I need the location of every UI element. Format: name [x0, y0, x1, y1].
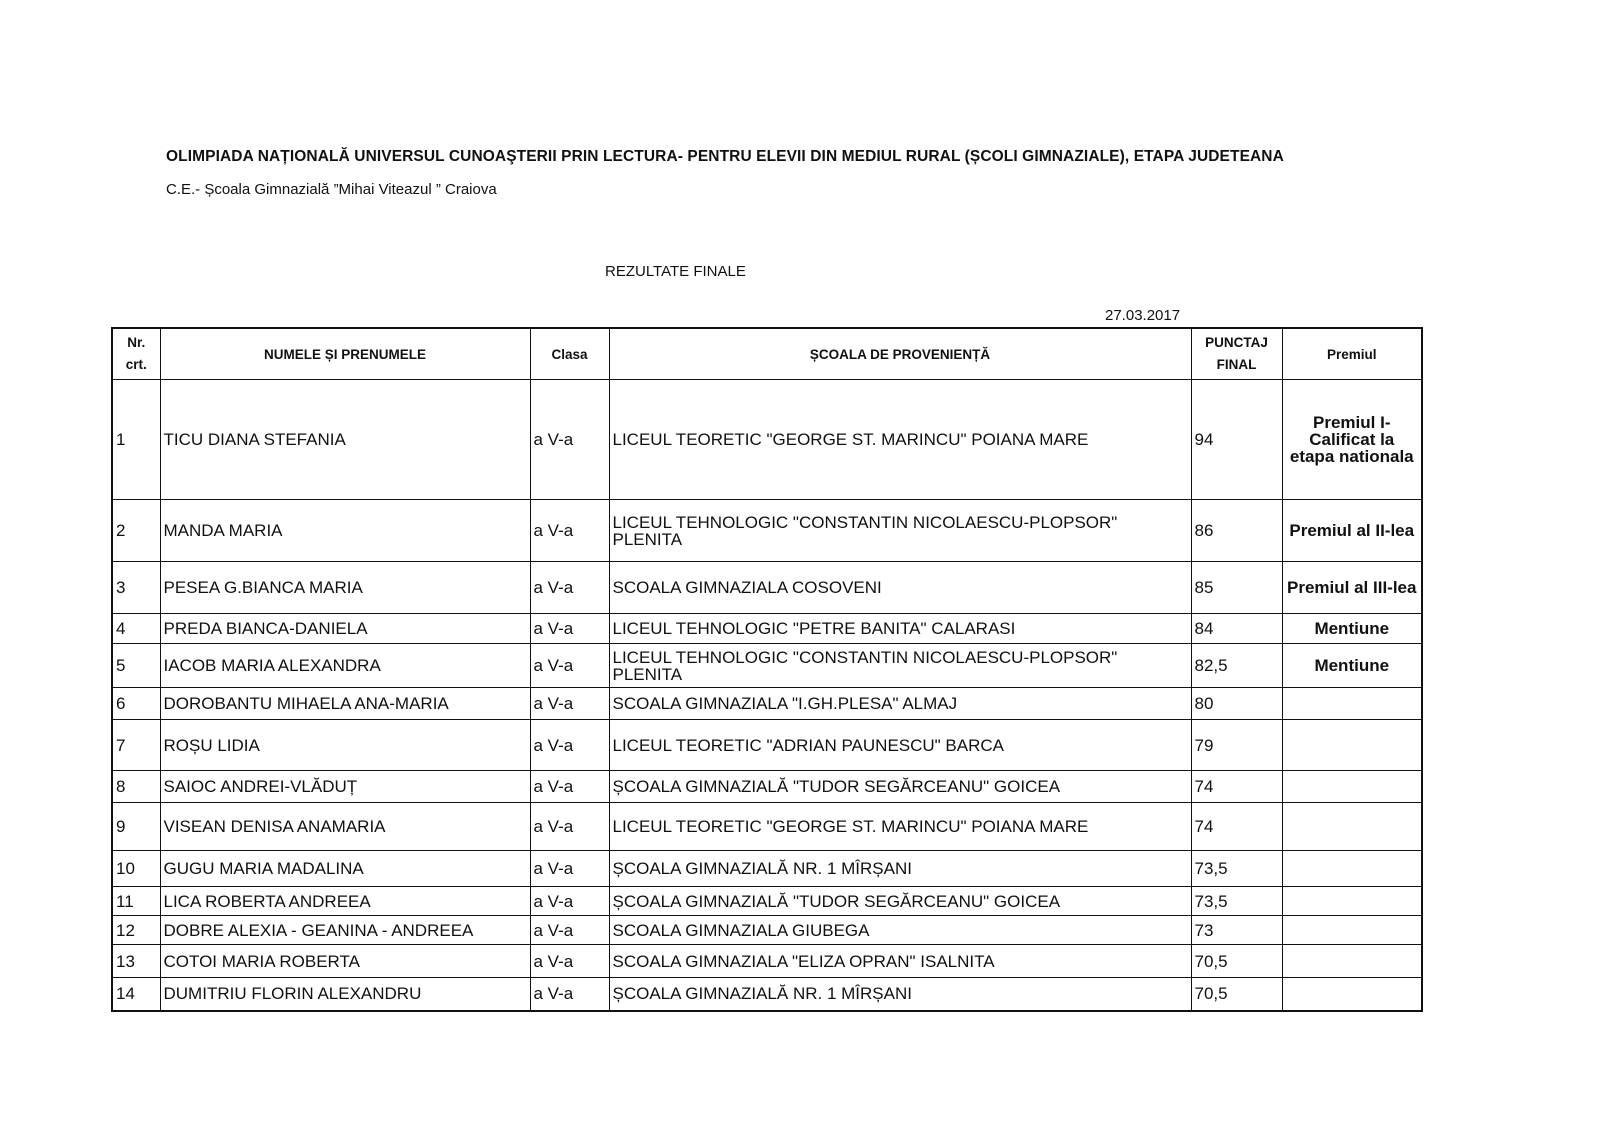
cell-nr: 6	[112, 688, 160, 720]
cell-punctaj: 74	[1191, 803, 1282, 851]
cell-nume: PREDA BIANCA-DANIELA	[160, 614, 530, 644]
cell-premiul	[1282, 945, 1422, 978]
cell-nume: DOROBANTU MIHAELA ANA-MARIA	[160, 688, 530, 720]
results-table	[111, 327, 1423, 1012]
cell-premiul: Mentiune	[1282, 644, 1422, 688]
cell-scoala: ȘCOALA GIMNAZIALĂ "TUDOR SEGĂRCEANU" GOICEA	[609, 771, 1191, 803]
cell-clasa: a V-a	[530, 978, 609, 1011]
cell-premiul	[1282, 803, 1422, 851]
cell-premiul: Premiul I-Calificat la etapa nationala	[1282, 380, 1422, 500]
cell-nume: ROȘU LIDIA	[160, 720, 530, 771]
cell-punctaj: 70,5	[1191, 978, 1282, 1011]
cell-nr: 2	[112, 500, 160, 562]
cell-scoala: LICEUL TEHNOLOGIC "CONSTANTIN NICOLAESCU-PLOPSOR" PLENITA	[609, 644, 1191, 688]
cell-clasa: a V-a	[530, 380, 609, 500]
cell-clasa: a V-a	[530, 803, 609, 851]
cell-scoala: ȘCOALA GIMNAZIALĂ "TUDOR SEGĂRCEANU" GOICEA	[609, 887, 1191, 916]
cell-premiul: Premiul al III-lea	[1282, 562, 1422, 614]
table-row	[112, 562, 1422, 614]
cell-scoala: LICEUL TEORETIC "GEORGE ST. MARINCU" POIANA MARE	[609, 803, 1191, 851]
cell-premiul: Mentiune	[1282, 614, 1422, 644]
cell-nume: PESEA G.BIANCA MARIA	[160, 562, 530, 614]
table-row	[112, 887, 1422, 916]
table-row	[112, 380, 1422, 500]
results-title: REZULTATE FINALE	[605, 263, 746, 280]
cell-premiul	[1282, 978, 1422, 1011]
column-header-premiul: Premiul	[1282, 328, 1422, 380]
cell-clasa: a V-a	[530, 851, 609, 887]
cell-nume: DUMITRIU FLORIN ALEXANDRU	[160, 978, 530, 1011]
cell-punctaj: 94	[1191, 380, 1282, 500]
cell-nr: 7	[112, 720, 160, 771]
cell-punctaj: 73	[1191, 916, 1282, 945]
cell-premiul	[1282, 916, 1422, 945]
cell-scoala: LICEUL TEORETIC "GEORGE ST. MARINCU" POIANA MARE	[609, 380, 1191, 500]
cell-nume: SAIOC ANDREI-VLĂDUȚ	[160, 771, 530, 803]
cell-scoala: ȘCOALA GIMNAZIALĂ NR. 1 MÎRȘANI	[609, 978, 1191, 1011]
cell-nume: GUGU MARIA MADALINA	[160, 851, 530, 887]
cell-nr: 9	[112, 803, 160, 851]
cell-nr: 3	[112, 562, 160, 614]
table-row	[112, 851, 1422, 887]
cell-premiul: Premiul al II-lea	[1282, 500, 1422, 562]
table-row	[112, 916, 1422, 945]
column-header-nume: NUMELE ȘI PRENUMELE	[160, 328, 530, 380]
cell-nr: 4	[112, 614, 160, 644]
cell-punctaj: 86	[1191, 500, 1282, 562]
table-row	[112, 978, 1422, 1011]
cell-punctaj: 82,5	[1191, 644, 1282, 688]
table-row	[112, 771, 1422, 803]
table-row	[112, 644, 1422, 688]
cell-scoala: LICEUL TEHNOLOGIC "CONSTANTIN NICOLAESCU-PLOPSOR" PLENITA	[609, 500, 1191, 562]
cell-nr: 14	[112, 978, 160, 1011]
cell-scoala: ȘCOALA GIMNAZIALĂ NR. 1 MÎRȘANI	[609, 851, 1191, 887]
cell-clasa: a V-a	[530, 916, 609, 945]
cell-nr: 12	[112, 916, 160, 945]
cell-scoala: SCOALA GIMNAZIALA "I.GH.PLESA" ALMAJ	[609, 688, 1191, 720]
cell-scoala: SCOALA GIMNAZIALA GIUBEGA	[609, 916, 1191, 945]
cell-scoala: LICEUL TEORETIC "ADRIAN PAUNESCU" BARCA	[609, 720, 1191, 771]
column-header-scoala: ȘCOALA DE PROVENIENȚĂ	[609, 328, 1191, 380]
table-row	[112, 720, 1422, 771]
cell-nume: TICU DIANA STEFANIA	[160, 380, 530, 500]
cell-nume: IACOB MARIA ALEXANDRA	[160, 644, 530, 688]
cell-nr: 1	[112, 380, 160, 500]
cell-clasa: a V-a	[530, 945, 609, 978]
cell-punctaj: 80	[1191, 688, 1282, 720]
cell-punctaj: 73,5	[1191, 851, 1282, 887]
document-date: 27.03.2017	[1105, 307, 1181, 324]
cell-nr: 10	[112, 851, 160, 887]
cell-nr: 8	[112, 771, 160, 803]
cell-punctaj: 85	[1191, 562, 1282, 614]
cell-nume: VISEAN DENISA ANAMARIA	[160, 803, 530, 851]
table-row	[112, 803, 1422, 851]
document-title: OLIMPIADA NAȚIONALĂ UNIVERSUL CUNOAŞTERII PRIN LECTURA- PENTRU ELEVII DIN MEDIUL RURAL (ȘCOLI GIMNAZIALE), ETAPA JUDETEANA	[166, 148, 1284, 165]
cell-nr: 11	[112, 887, 160, 916]
cell-nr: 5	[112, 644, 160, 688]
cell-nume: MANDA MARIA	[160, 500, 530, 562]
cell-nume: LICA ROBERTA ANDREEA	[160, 887, 530, 916]
cell-clasa: a V-a	[530, 562, 609, 614]
results-body	[112, 380, 1422, 1011]
cell-premiul	[1282, 688, 1422, 720]
cell-premiul	[1282, 851, 1422, 887]
cell-clasa: a V-a	[530, 614, 609, 644]
column-header-clasa: Clasa	[530, 328, 609, 380]
table-row	[112, 688, 1422, 720]
cell-nume: DOBRE ALEXIA - GEANINA - ANDREEA	[160, 916, 530, 945]
table-row	[112, 500, 1422, 562]
column-header-nr: Nr. crt.	[112, 328, 160, 380]
cell-premiul	[1282, 887, 1422, 916]
cell-scoala: LICEUL TEHNOLOGIC "PETRE BANITA" CALARASI	[609, 614, 1191, 644]
cell-clasa: a V-a	[530, 644, 609, 688]
cell-punctaj: 70,5	[1191, 945, 1282, 978]
cell-premiul	[1282, 771, 1422, 803]
exam-center: C.E.- Școala Gimnazială ”Mihai Viteazul ” Craiova	[166, 181, 497, 198]
cell-clasa: a V-a	[530, 771, 609, 803]
cell-punctaj: 79	[1191, 720, 1282, 771]
column-header-punctaj: PUNCTAJ FINAL	[1191, 328, 1282, 380]
cell-nr: 13	[112, 945, 160, 978]
cell-scoala: SCOALA GIMNAZIALA "ELIZA OPRAN" ISALNITA	[609, 945, 1191, 978]
cell-clasa: a V-a	[530, 688, 609, 720]
cell-clasa: a V-a	[530, 500, 609, 562]
cell-punctaj: 73,5	[1191, 887, 1282, 916]
table-row	[112, 945, 1422, 978]
cell-clasa: a V-a	[530, 887, 609, 916]
cell-scoala: SCOALA GIMNAZIALA COSOVENI	[609, 562, 1191, 614]
cell-punctaj: 74	[1191, 771, 1282, 803]
table-row	[112, 614, 1422, 644]
cell-premiul	[1282, 720, 1422, 771]
cell-clasa: a V-a	[530, 720, 609, 771]
table-header-row	[112, 328, 1422, 380]
cell-punctaj: 84	[1191, 614, 1282, 644]
cell-nume: COTOI MARIA ROBERTA	[160, 945, 530, 978]
